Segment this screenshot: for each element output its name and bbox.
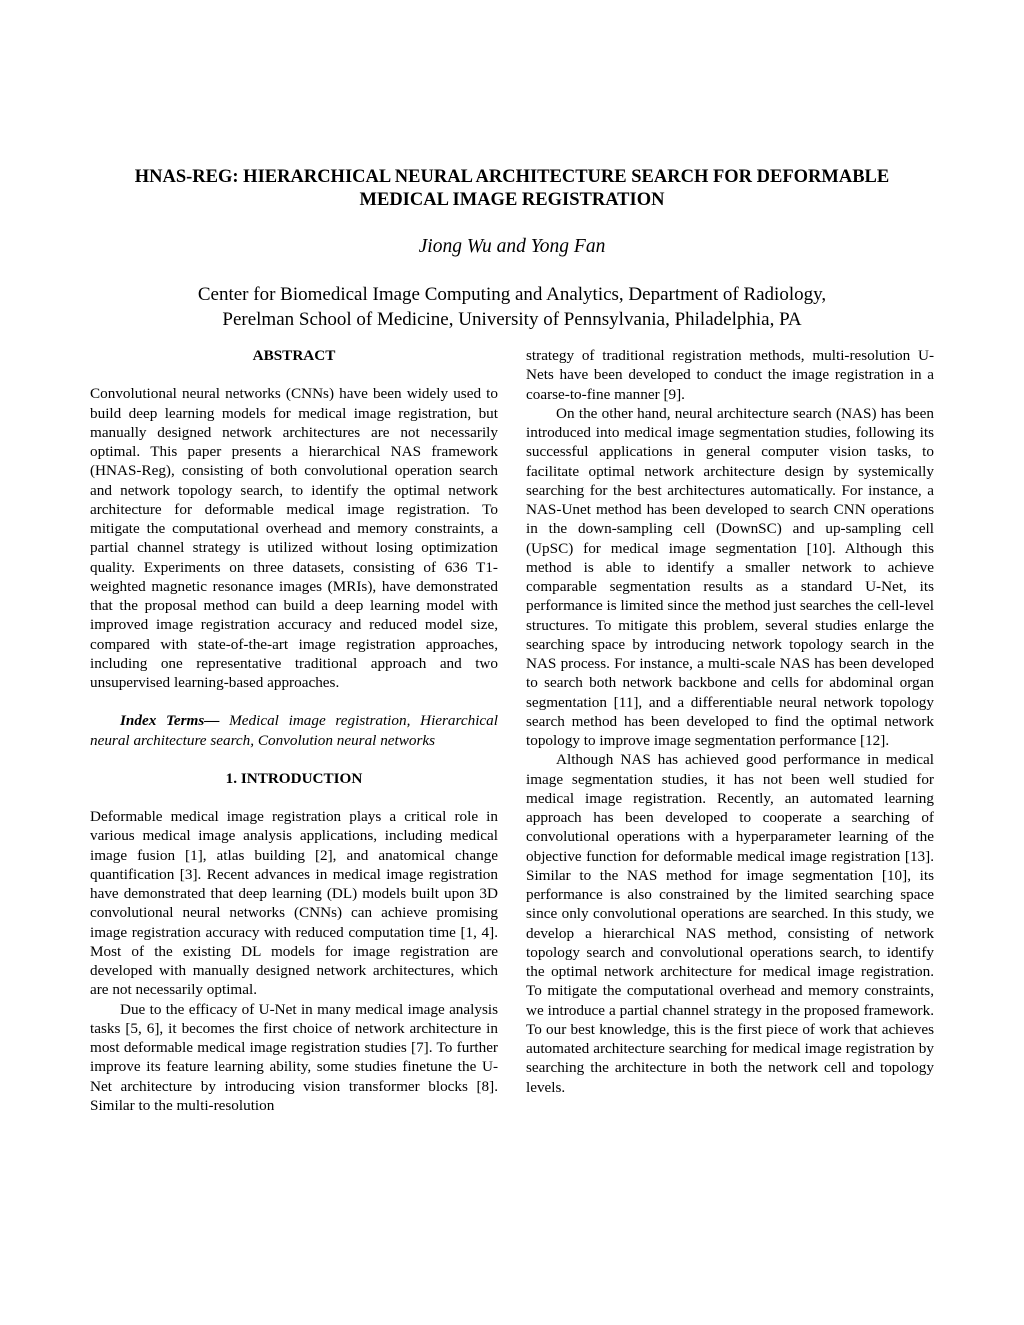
intro-paragraph-2: Due to the efficacy of U-Net in many medical image analysis tasks [5, 6], it becomes the first choice of network architecture in most deformable medical image registration studies [7]. To further improve its feature learning ability, some studies finetune the U-Net architecture by introducing vision transformer blocks [8]. Similar to the multi-resolution bbox=[90, 1000, 498, 1114]
index-terms-text: Medical image registration, Hierarchical neural architecture search, Convolution neural networks bbox=[90, 712, 498, 749]
right-column bbox=[526, 346, 934, 1097]
intro-paragraph-3: On the other hand, neural architecture search (NAS) has been introduced into medical image segmentation studies, following its successful applications in general computer vision tasks, to facilitate optimal network architecture design by systemically searching for the best architectures automatically. For instance, a NAS-Unet method has been developed to search CNN operations in the down-sampling cell (DownSC) and up-sampling cell (UpSC) for medical image segmentation [10]. Although this method is able to identify a smaller network to achieve comparable segmentation results as a standard U-Net, its performance is limited since the method just searches the cell-level structures. To mitigate this problem, several studies enlarge the searching space by introducing network topology search in the NAS process. For instance, a multi-scale NAS has been developed to search both network backbone and cells for abdominal organ segmentation [11], and a differentiable neural network topology search method has been developed to find the optimal network topology to improve image segmentation performance [12]. bbox=[526, 404, 934, 749]
abstract-heading: ABSTRACT bbox=[252, 347, 336, 364]
affiliation-line-1: Center for Biomedical Image Computing and Analytics, Department of Radiology, bbox=[197, 284, 827, 305]
intro-paragraph-4: Although NAS has achieved good performance in medical image segmentation studies, it has not been well studied for medical image registration. Recently, an automated learning approach has been developed to cooperate a searching of convolutional operations with a hyperparameter learning of the objective function for deformable medical image registration [13]. Similar to the NAS method for image segmentation [10], its performance is also constrained by the limited searching space since only convolutional operations are searched. In this study, we develop a hierarchical NAS method, consisting of network topology search and convolutional operations search, to identify the optimal network architecture for medical image registration. To mitigate the computational overhead and memory constraints, we introduce a partial channel strategy in the proposed framework. To our best knowledge, this is the first piece of work that achieves automated architecture searching for medical image registration by searching the architecture in both the network cell and topology levels. bbox=[526, 751, 934, 1096]
intro-paragraph-2-continued: strategy of traditional registration methods, multi-resolution U-Nets have been developed to conduct the image registration in a coarse-to-fine manner [9]. bbox=[526, 347, 934, 403]
abstract-text: Convolutional neural networks (CNNs) have been widely used to build deep learning models for medical image registration, but manually designed network architectures are not necessarily optimal. This paper presents a hierarchical NAS framework (HNAS-Reg), consisting of both convolutional operation search and network topology search, to identify the optimal network architecture for deformable medical image registration. To mitigate the computational overhead and memory constraints, a partial channel strategy is utilized without losing optimization quality. Experiments on three datasets, consisting of 636 T1-weighted magnetic resonance images (MRIs), have demonstrated that the proposal method can build a deep learning model with improved image registration accuracy and reduced model size, compared with state-of-the-art image registration approaches, including one representative traditional approach and two unsupervised learning-based approaches. bbox=[90, 385, 498, 691]
affiliation-line-2: Perelman School of Medicine, University of Pennsylvania, Philadelphia, PA bbox=[222, 309, 802, 330]
intro-paragraph-1: Deformable medical image registration plays a critical role in various medical image analysis applications, including medical image fusion [1], atlas building [2], and anatomical change quantification [3]. Recent advances in medical image registration have demonstrated that deep learning (DL) models built upon 3D convolutional neural networks (CNNs) can achieve promising image registration accuracy with reduced computation time [1, 4]. Most of the existing DL models for image registration are developed with manually designed network architectures, which are not necessarily optimal. bbox=[90, 808, 498, 999]
index-terms-label: Index Terms— bbox=[120, 712, 220, 730]
introduction-heading: 1. INTRODUCTION bbox=[225, 769, 363, 787]
authors: Jiong Wu and Yong Fan bbox=[418, 236, 606, 257]
left-column bbox=[90, 346, 498, 1115]
affiliation bbox=[60, 282, 964, 332]
paper-title bbox=[60, 166, 964, 212]
title-line-1: HNAS-REG: HIERARCHICAL NEURAL ARCHITECTURE SEARCH FOR DEFORMABLE bbox=[134, 167, 890, 187]
title-line-2: MEDICAL IMAGE REGISTRATION bbox=[359, 190, 665, 210]
index-terms bbox=[90, 711, 498, 750]
